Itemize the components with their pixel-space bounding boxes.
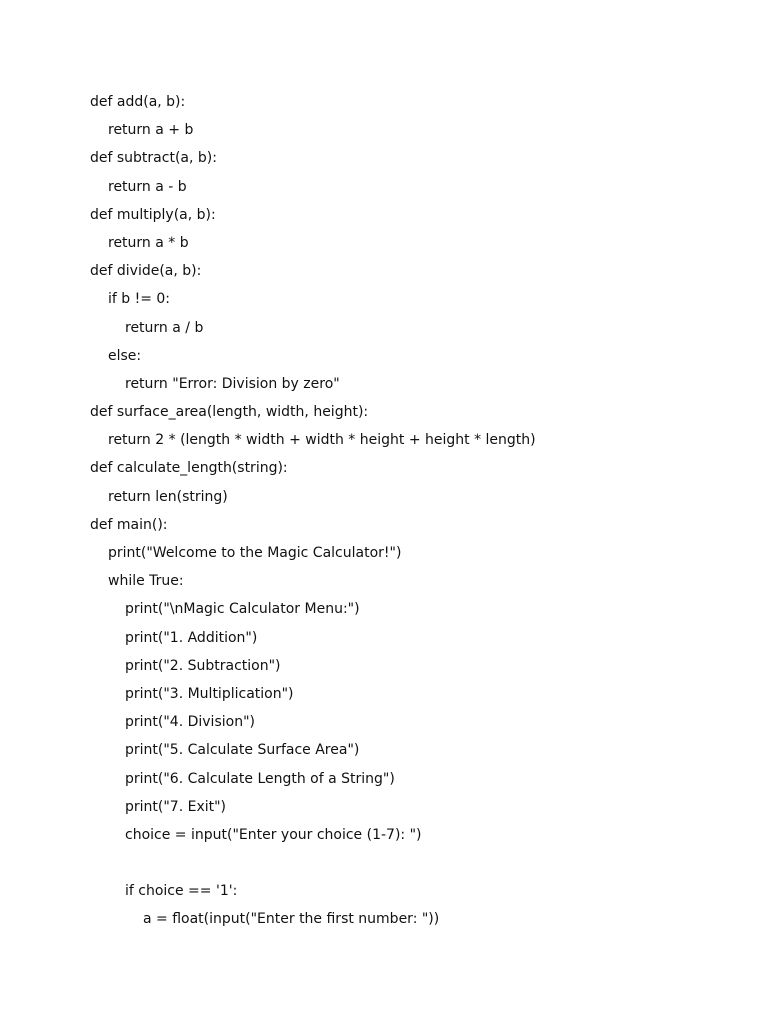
code-line: return "Error: Division by zero" [125,375,340,392]
code-line: print("Welcome to the Magic Calculator!") [108,545,402,561]
code-line: print("6. Calculate Length of a String") [125,770,395,787]
code-line: def divide(a, b): [90,263,202,280]
code-line: print("7. Exit") [125,798,227,815]
code-line: return a / b [125,319,204,336]
code-line: print("3. Multiplication") [125,685,294,702]
code-line: else: [108,347,142,364]
code-line: def main(): [90,516,168,533]
code-line: choice = input("Enter your choice (1-7): ") [125,826,422,843]
code-line: def subtract(a, b): [90,150,217,167]
code-line: return a + b [108,122,194,139]
code-line: def add(a, b): [90,94,186,110]
blank-line [90,849,740,877]
code-line: return a * b [108,234,189,251]
code-line: def calculate_length(string): [90,460,288,477]
code-line: return 2 * (length * width + width * height + height * length) [108,432,536,449]
code-line: print("5. Calculate Surface Area") [125,742,360,759]
code-line: print("1. Addition") [125,629,258,646]
code-line: def surface_area(length, width, height): [90,404,369,421]
code-line: while True: [108,573,184,590]
code-line: return a - b [108,178,187,195]
code-line: a = float(input("Enter the first number: ")) [143,911,440,928]
code-line: return len(string) [108,488,228,505]
code-line: def multiply(a, b): [90,206,216,223]
code-line: if b != 0: [108,291,171,308]
code-line: print("\nMagic Calculator Menu:") [125,601,360,618]
code-block [90,88,740,934]
code-line: print("2. Subtraction") [125,657,281,674]
code-line: if choice == '1': [125,883,238,900]
code-line: print("4. Division") [125,714,255,731]
